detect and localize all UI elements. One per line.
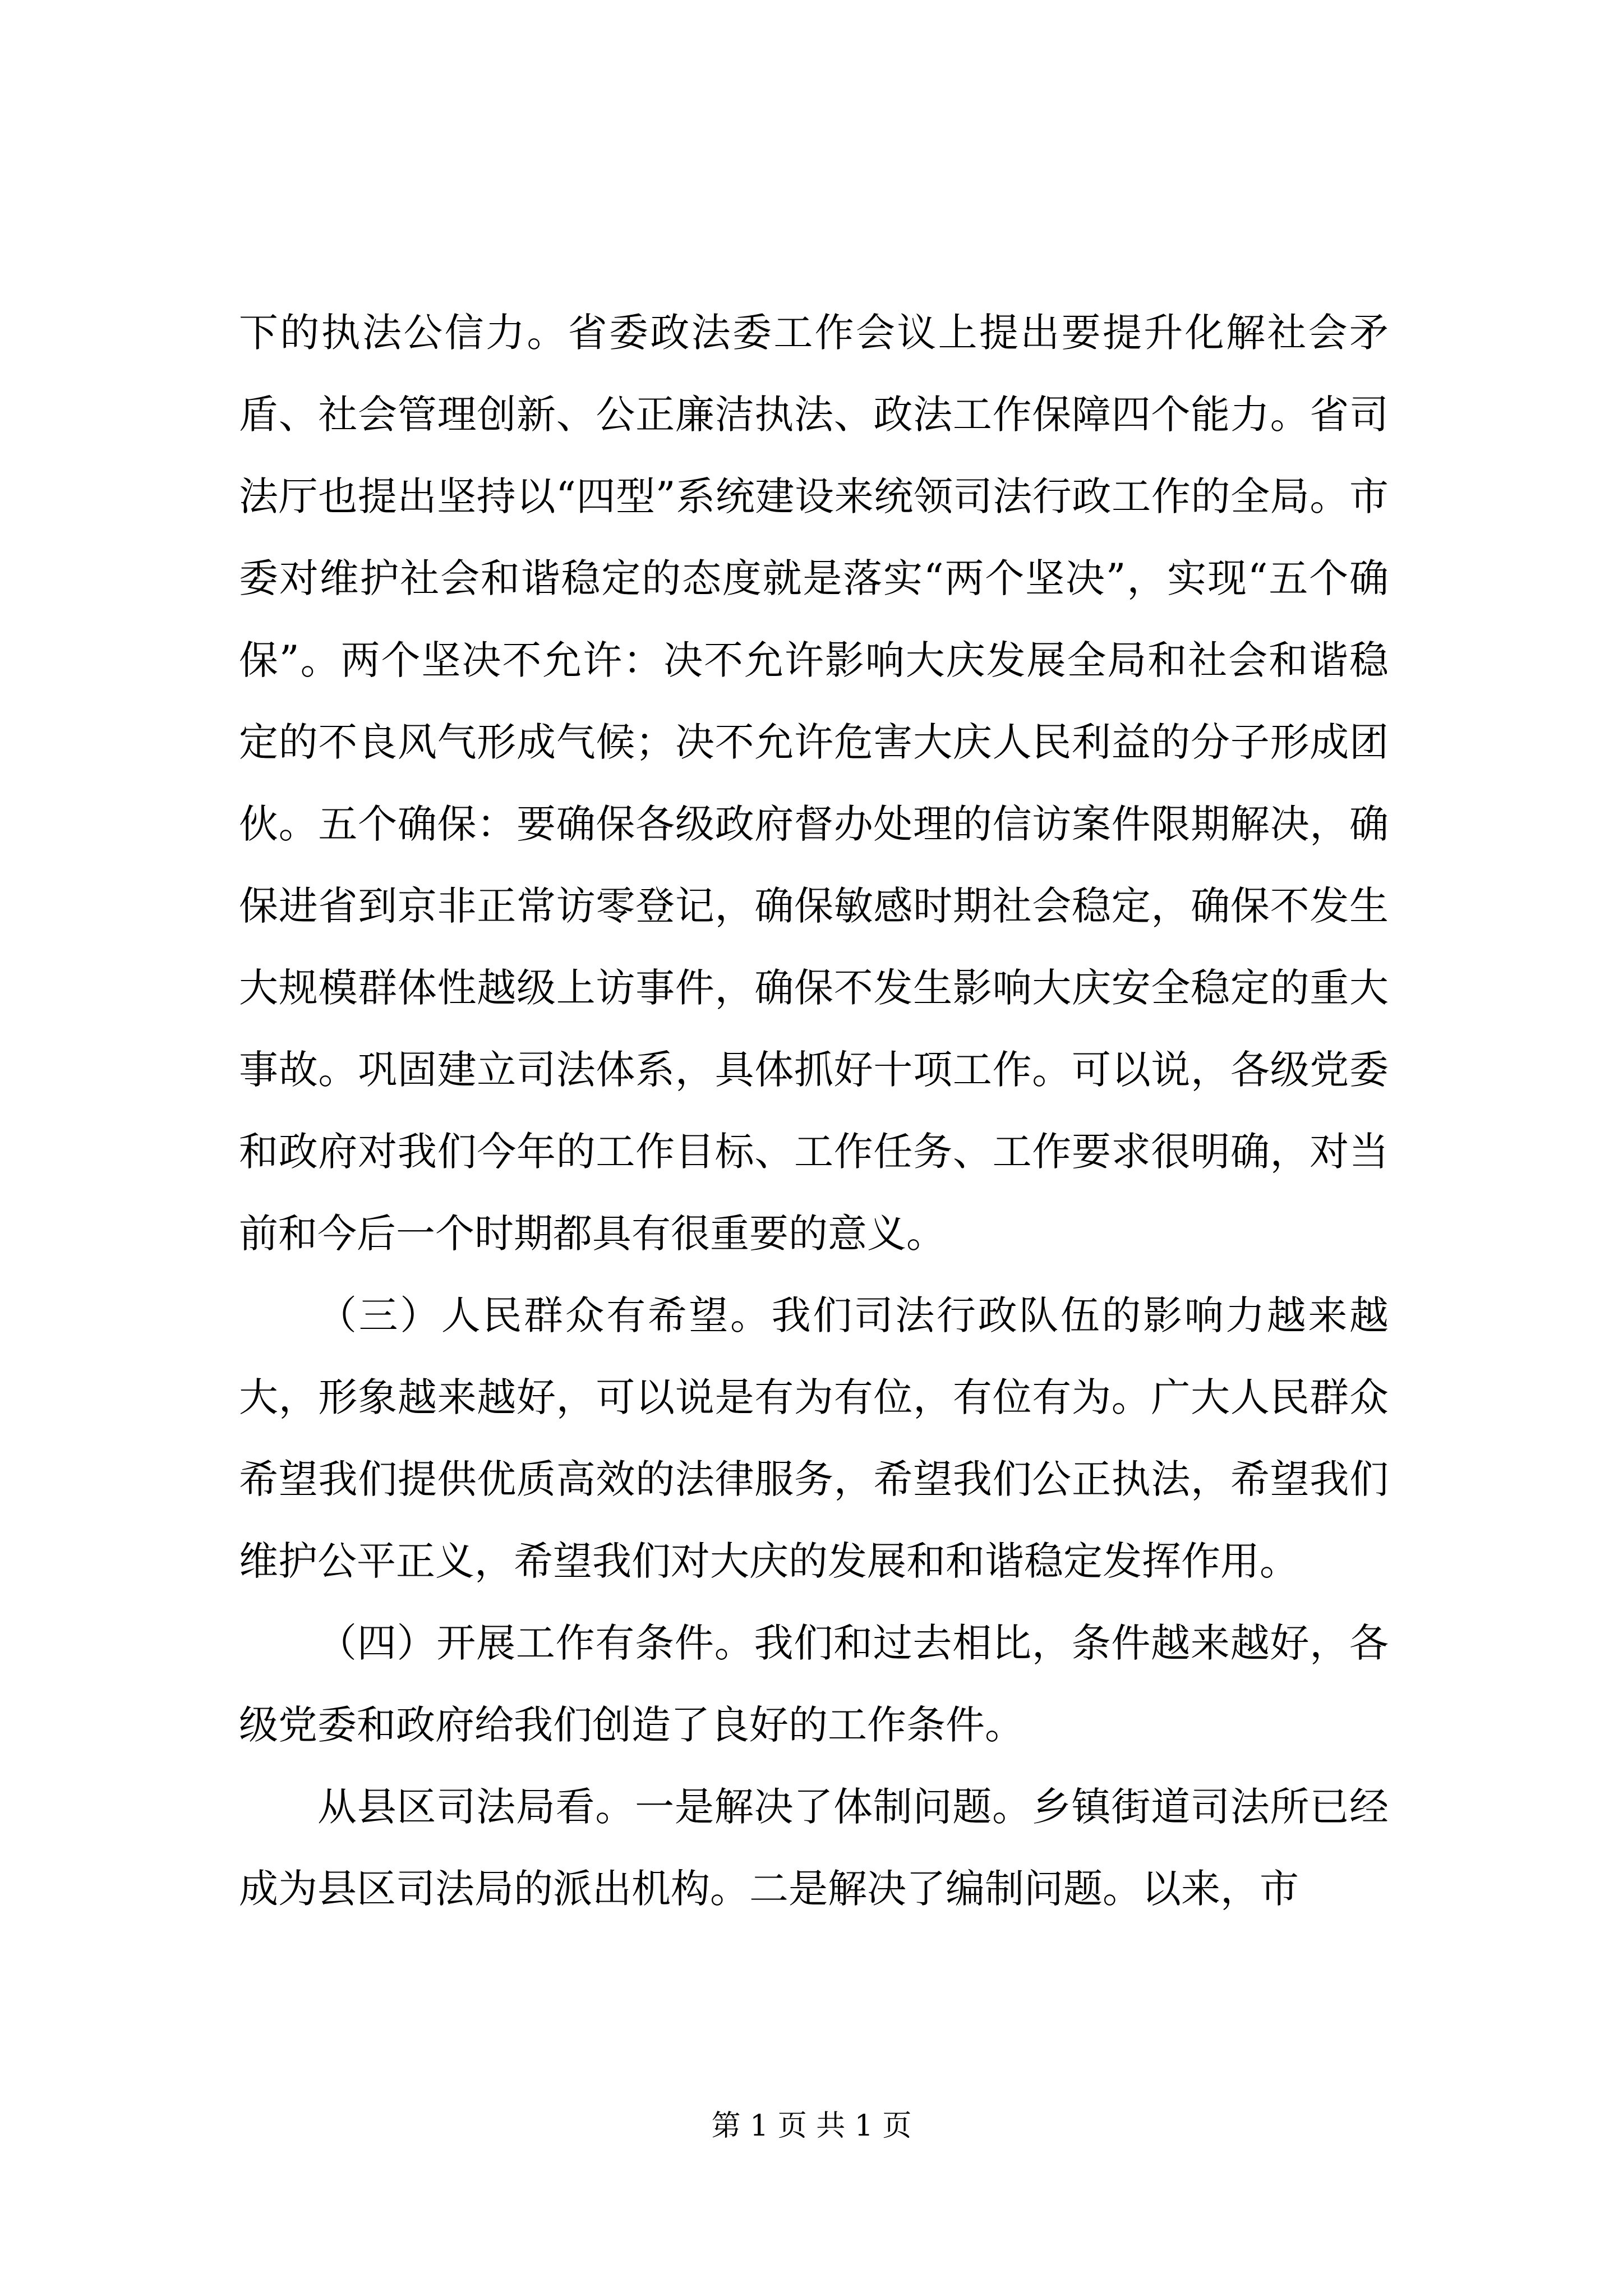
paragraph-2: （三）人民群众有希望。我们司法行政队伍的影响力越来越大，形象越来越好，可以说是有为有位，有位有为。广大人民群众希望我们提供优质高效的法律服务，希望我们公正执法，希望我们维护公平正义，希望我们对大庆的发展和和谐稳定发挥作用。 bbox=[239, 1292, 1389, 1584]
document-body bbox=[239, 292, 1389, 1930]
paragraph-1: 下的执法公信力。省委政法委工作会议上提出要提升化解社会矛盾、社会管理创新、公正廉洁执法、政法工作保障四个能力。省司法厅也提出坚持以“四型”系统建设来统领司法行政工作的全局。市委对维护社会和谐稳定的态度就是落实“两个坚决”，实现“五个确保”。两个坚决不允许：决不允许影响大庆发展全局和社会和谐稳定的不良风气形成气候；决不允许危害大庆人民利益的分子形成团伙。五个确保：要确保各级政府督办处理的信访案件限期解决，确保进省到京非正常访零登记，确保敏感时期社会稳定，确保不发生大规模群体性越级上访事件，确保不发生影响大庆安全稳定的重大事故。巩固建立司法体系，具体抓好十项工作。可以说，各级党委和政府对我们今年的工作目标、工作任务、工作要求很明确，对当前和今后一个时期都具有很重要的意义。 bbox=[239, 310, 1389, 1257]
paragraph-4: 从县区司法局看。一是解决了体制问题。乡镇街道司法所已经成为县区司法局的派出机构。二是解决了编制问题。以来，市 bbox=[239, 1784, 1389, 1912]
page-footer: 第 1 页 共 1 页 bbox=[711, 2109, 912, 2143]
paragraph-3: （四）开展工作有条件。我们和过去相比，条件越来越好，各级党委和政府给我们创造了良好的工作条件。 bbox=[239, 1620, 1389, 1748]
